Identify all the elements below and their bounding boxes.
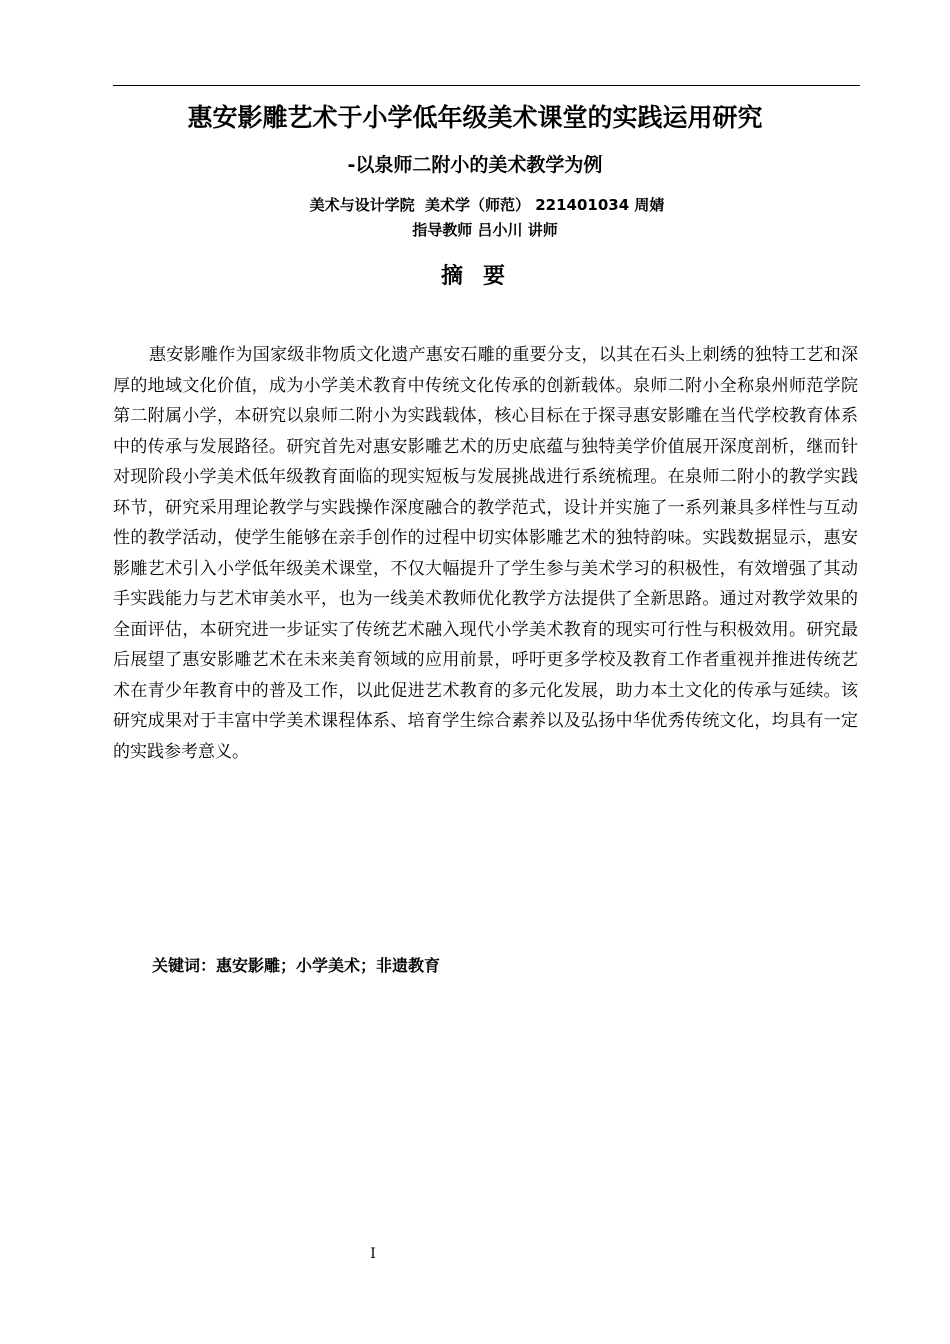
paper-title: 惠安影雕艺术于小学低年级美术课堂的实践运用研究 — [187, 103, 763, 132]
advisor-line: 指导教师 吕小川 讲师 — [412, 221, 558, 239]
abstract-body: 惠安影雕作为国家级非物质文化遗产惠安石雕的重要分支，以其在石头上刺绣的独特工艺和深厚的地域文化价值，成为小学美术教育中传统文化传承的创新载体。泉师二附小全称泉州师范学院第二附属小学，本研究以泉师二附小为实践载体，核心目标在于探寻惠安影雕在当代学校教育体系中的传承与发展路径。研究首先对惠安影雕艺术的历史底蕴与独特美学价值展开深度剖析，继而针对现阶段小学美术低年级教育面临的现实短板与发展挑战进行系统梳理。在泉师二附小的教学实践环节，研究采用理论教学与实践操作深度融合的教学范式，设计并实施了一系列兼具多样性与互动性的教学活动，使学生能够在亲手创作的过程中切实体影雕艺术的独特韵味。实践数据显示，惠安影雕艺术引入小学低年级美术课堂，不仅大幅提升了学生参与美术学习的积极性，有效增强了其动手实践能力与艺术审美水平，也为一线美术教师优化教学方法提供了全新思路。通过对教学效果的全面评估，本研究进一步证实了传统艺术融入现代小学美术教育的现实可行性与积极效用。研究最后展望了惠安影雕艺术在未来美育领域的应用前景，呼吁更多学校及教育工作者重视并推进传统艺术在青少年教育中的普及工作，以此促进艺术教育的多元化发展，助力本土文化的传承与延续。该研究成果对于丰富中学美术课程体系、培育学生综合素养以及弘扬中华优秀传统文化，均具有一定的实践参考意义。 — [113, 345, 858, 762]
header-rule — [113, 85, 860, 86]
paper-subtitle: -以泉师二附小的美术教学为例 — [347, 154, 603, 176]
page-number: I — [370, 1246, 376, 1262]
author-line: 美术与设计学院 美术学（师范） 221401034 周婧 — [309, 196, 665, 214]
abstract-heading: 摘要 — [440, 264, 525, 289]
keywords-line: 关键词：惠安影雕；小学美术；非遗教育 — [152, 956, 441, 975]
